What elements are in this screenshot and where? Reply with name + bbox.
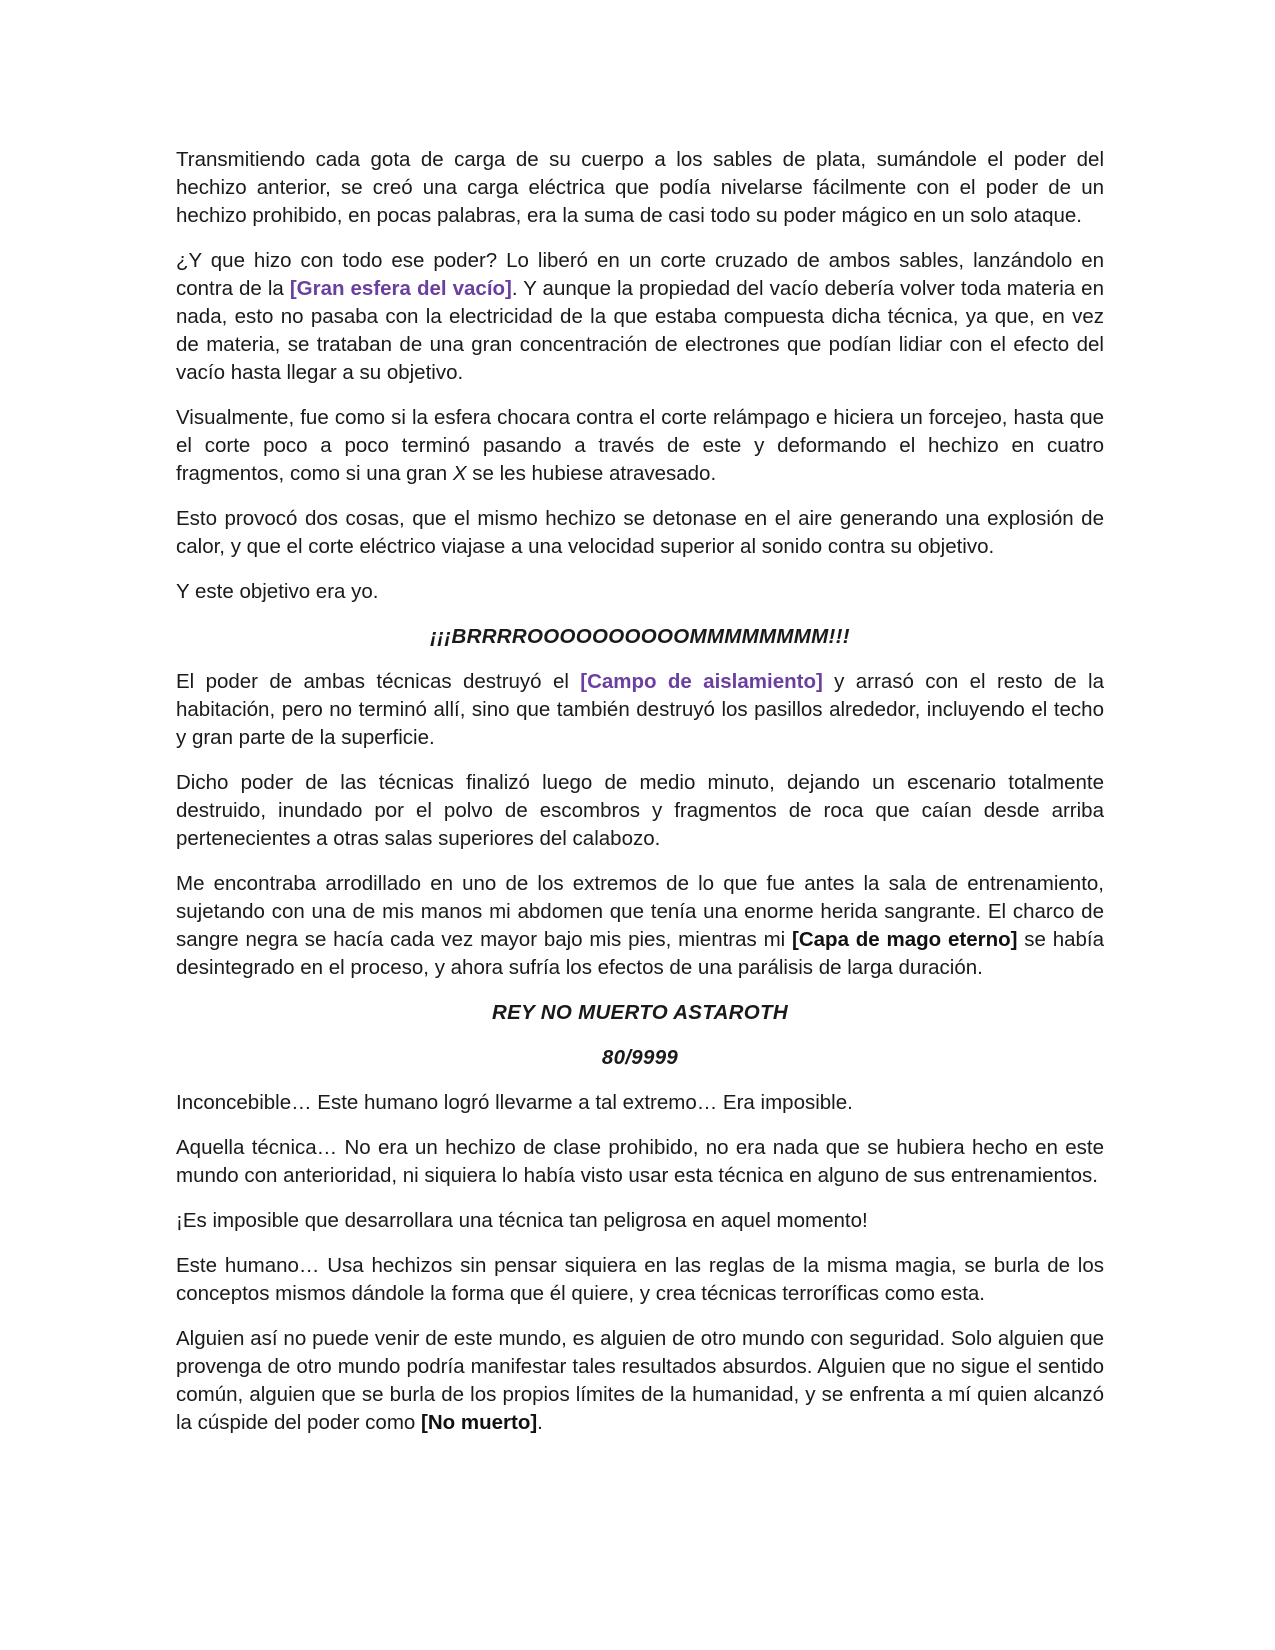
paragraph-7: Dicho poder de las técnicas finalizó luego de medio minuto, dejando un escenario totalmente destruido, inundado por el polvo de escombros y fragmentos de roca que caían desde arriba pertenecientes a otras salas superiores del calabozo. xyxy=(176,771,1104,850)
paragraph-8-text-a: Me encontraba arrodillado en uno de los extremos de lo que fue antes la sala de entrenamiento, sujetando con una de mis manos mi abdomen que tenía una enorme herida sangrante. El charco de sangre negra se hacía cada vez mayor bajo mis pies, mientras mi xyxy=(176,872,1104,951)
sound-effect-heading: ¡¡¡BRRRROOOOOOOOOOMMMMMMMM!!! xyxy=(430,625,850,648)
document-page xyxy=(176,146,1104,1454)
paragraph-3-text-a: Visualmente, fue como si la esfera chocara contra el corte relámpago e hiciera un forcejeo, hasta que el corte poco a poco terminó pasando a través de este y deformando el hechizo en cuatro fragmentos, como si una gran xyxy=(176,406,1104,485)
paragraph-13-text-a: Alguien así no puede venir de este mundo, es alguien de otro mundo con seguridad. Solo alguien que provenga de otro mundo podría manifestar tales resultados absurdos. Alguien que no sigue el sentido común, alguien que se burla de los propios límites de la humanidad, y se enfrenta a mí quien alcanzó la cúspide del poder como xyxy=(176,1327,1104,1434)
term-no-muerto: [No muerto] xyxy=(421,1411,538,1434)
paragraph-9: Inconcebible… Este humano logró llevarme a tal extremo… Era imposible. xyxy=(176,1091,853,1114)
term-capa-de-mago-eterno: [Capa de mago eterno] xyxy=(792,928,1018,951)
paragraph-11: ¡Es imposible que desarrollara una técnica tan peligrosa en aquel momento! xyxy=(176,1209,868,1232)
paragraph-6-text-a: El poder de ambas técnicas destruyó el xyxy=(176,670,581,693)
paragraph-3 xyxy=(176,404,1104,488)
paragraph-1: Transmitiendo cada gota de carga de su cuerpo a los sables de plata, sumándole el poder del hechizo anterior, se creó una carga eléctrica que podía nivelarse fácilmente con el poder de un hechizo prohibido, en pocas palabras, era la suma de casi todo su poder mágico en un solo ataque. xyxy=(176,148,1104,227)
paragraph-8 xyxy=(176,870,1104,982)
paragraph-6 xyxy=(176,668,1104,752)
paragraph-6-text-b: y arrasó con el resto de la habitación, pero no terminó allí, sino que también destruyó los pasillos alrededor, incluyendo el techo y gran parte de la superficie. xyxy=(176,670,1104,749)
term-gran-esfera-del-vacio: [Gran esfera del vacío] xyxy=(289,277,512,300)
term-campo-de-aislamiento: [Campo de aislamiento] xyxy=(580,670,823,693)
paragraph-4: Esto provocó dos cosas, que el mismo hechizo se detonase en el aire generando una explosión de calor, y que el corte eléctrico viajase a una velocidad superior al sonido contra su objetivo. xyxy=(176,507,1104,558)
character-name-heading: REY NO MUERTO ASTAROTH xyxy=(492,1001,788,1024)
paragraph-13-text-b: . xyxy=(537,1411,543,1434)
paragraph-5: Y este objetivo era yo. xyxy=(176,580,379,603)
paragraph-8-text-b: se había desintegrado en el proceso, y ahora sufría los efectos de una parálisis de larga duración. xyxy=(176,928,1105,979)
paragraph-2 xyxy=(176,247,1104,387)
paragraph-3-text-b: se les hubiese atravesado. xyxy=(466,462,717,485)
italic-x: X xyxy=(452,462,467,485)
paragraph-2-text-b: . Y aunque la propiedad del vacío debería volver toda materia en nada, esto no pasaba con la electricidad de la que estaba compuesta dicha técnica, ya que, en vez de materia, se trataban de una gran concentración de electrones que podían lidiar con el efecto del vacío hasta llegar a su objetivo. xyxy=(176,277,1104,384)
paragraph-12: Este humano… Usa hechizos sin pensar siquiera en las reglas de la misma magia, se burla de los conceptos mismos dándole la forma que él quiere, y crea técnicas terroríficas como esta. xyxy=(176,1254,1104,1305)
paragraph-13 xyxy=(176,1325,1104,1437)
paragraph-2-text-a: ¿Y que hizo con todo ese poder? Lo liberó en un corte cruzado de ambos sables, lanzándolo en contra de la xyxy=(176,249,1104,300)
paragraph-10: Aquella técnica… No era un hechizo de clase prohibido, no era nada que se hubiera hecho en este mundo con anterioridad, ni siquiera lo había visto usar esta técnica en alguno de sus entrenamientos. xyxy=(176,1136,1104,1187)
character-hp-heading: 80/9999 xyxy=(601,1046,679,1069)
